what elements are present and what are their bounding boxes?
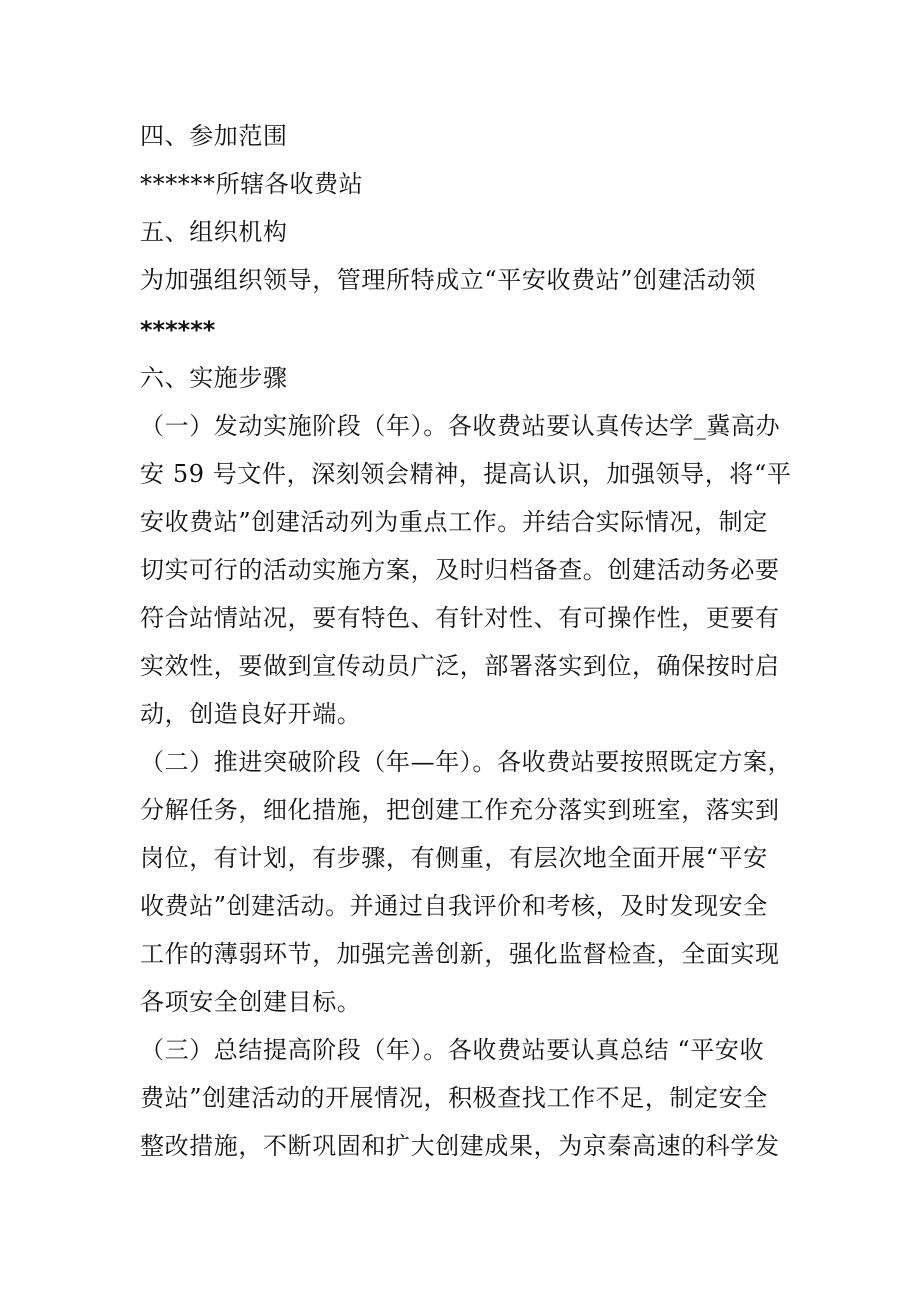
section-heading-steps: 六、实施步骤 <box>140 364 288 392</box>
body-line: （一）发动实施阶段（年）。各收费站要认真传达学_冀高办 <box>140 412 781 440</box>
body-line: 分解任务，细化措施，把创建工作充分落实到班室，落实到 <box>140 796 780 824</box>
body-line: 收费站”创建活动。并通过自我评价和考核，及时发现安全 <box>140 892 768 920</box>
section-heading-scope: 四、参加范围 <box>140 122 288 150</box>
body-line: 实效性，要做到宣传动员广泛，部署落实到位，确保按时启 <box>140 652 780 680</box>
body-line: 动，创造良好开端。 <box>140 700 362 728</box>
section-heading-organization: 五、组织机构 <box>140 218 288 246</box>
body-line: 各项安全创建目标。 <box>140 988 362 1016</box>
redacted-text: ****** <box>140 316 216 344</box>
body-line: 费站”创建活动的开展情况，积极查找工作不足，制定安全 <box>140 1084 768 1112</box>
body-line: 安 59 号文件，深刻领会精神，提高认识，加强领导，将“平 <box>140 460 792 488</box>
organization-text: 为加强组织领导，管理所特成立“平安收费站”创建活动领 <box>140 266 757 294</box>
body-line: 整改措施，不断巩固和扩大创建成果，为京秦高速的科学发 <box>140 1132 780 1160</box>
body-line: 安收费站”创建活动列为重点工作。并结合实际情况，制定 <box>140 508 768 536</box>
body-line: （三）总结提高阶段（年）。各收费站要认真总结 “平安收 <box>140 1036 765 1064</box>
scope-text: ******所辖各收费站 <box>140 170 364 198</box>
body-line: 符合站情站况，要有特色、有针对性、有可操作性，更要有 <box>140 604 780 632</box>
body-line: 岗位，有计划，有步骤，有侧重，有层次地全面开展“平安 <box>140 844 768 872</box>
body-line: 工作的薄弱环节，加强完善创新，强化监督检查，全面实现 <box>140 940 780 968</box>
body-line: 切实可行的活动实施方案，及时归档备查。创建活动务必要 <box>140 556 780 584</box>
body-line: （二）推进突破阶段（年—年）。各收费站要按照既定方案， <box>140 748 793 776</box>
